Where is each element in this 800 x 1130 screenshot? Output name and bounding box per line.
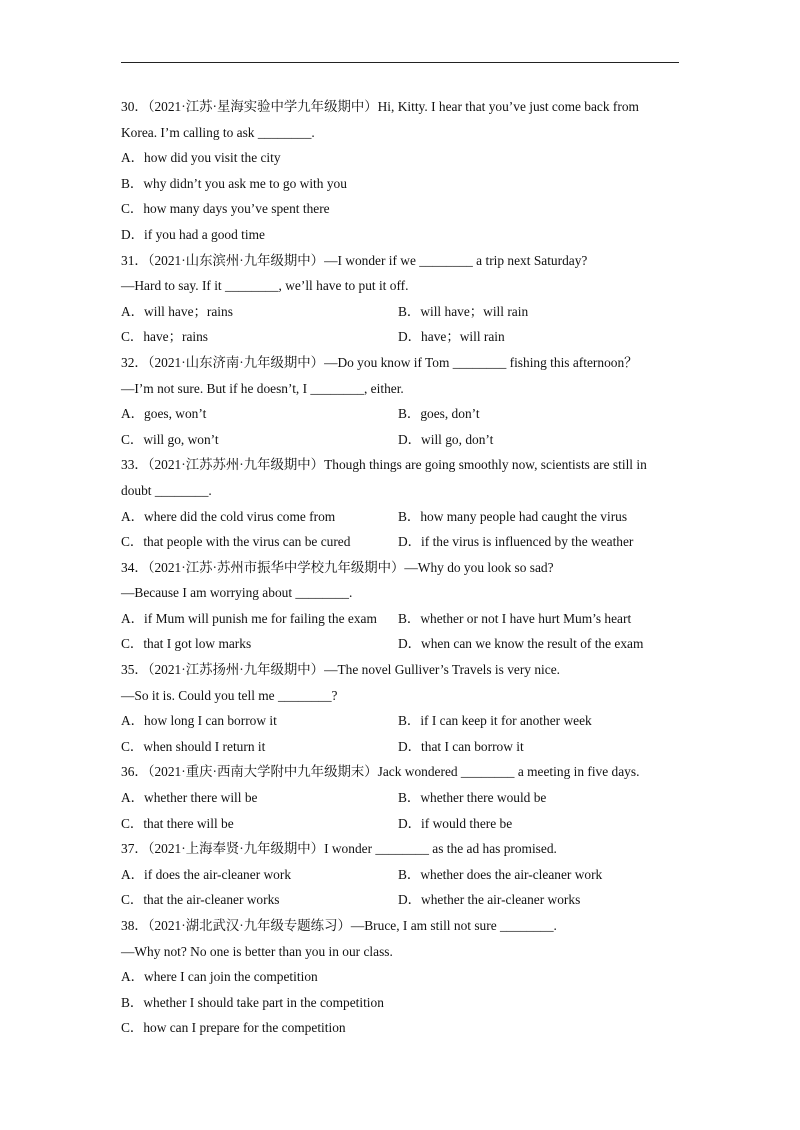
answer-option: A．where did the cold virus come from [121,508,336,524]
answer-option: C．that people with the virus can be cured [121,534,351,550]
answer-option: B．if I can keep it for another week [398,713,592,729]
header-rule [121,62,679,63]
answer-option: A．where I can join the competition [121,969,318,985]
question-33 [121,452,681,554]
answer-option: D．if you had a good time [121,226,265,242]
question-stem-line: 30．（2021·江苏·星海实验中学九年级期中）Hi, Kitty. I hear that you’ve just come back from [121,99,639,114]
answer-option: D．will go, don’t [398,431,494,447]
answer-option: C．when should I return it [121,738,266,754]
question-stem-line: —Because I am worrying about ________. [121,585,353,601]
answer-option: B．whether does the air-cleaner work [398,866,603,882]
answer-option: C．have；rains [121,329,209,345]
question-stem-line: 31．（2021·山东滨州·九年级期中）—I wonder if we ________ a trip next Saturday? [121,252,588,268]
question-stem-line: 35．（2021·江苏扬州·九年级期中）—The novel Gulliver’s Travels is very nice. [121,662,560,678]
option-row [121,299,681,325]
question-34 [121,555,681,657]
option-row [121,631,681,657]
question-35 [121,657,681,759]
question-30 [121,94,681,248]
option-row [121,427,681,453]
answer-option: D．have；will rain [398,329,505,345]
option-row [121,708,681,734]
question-36 [121,759,681,836]
option-row [121,401,681,427]
option-row [121,887,681,913]
question-stem-line: doubt ________. [121,482,212,498]
question-list [121,94,681,1041]
question-stem-line: —So it is. Could you tell me ________? [121,687,338,703]
answer-option: D．if would there be [398,815,513,831]
answer-option: D．that I can borrow it [398,738,524,754]
question-38 [121,913,681,1041]
answer-option: A．whether there will be [121,790,258,806]
question-stem-line: 34．（2021·江苏·苏州市振华中学校九年级期中）—Why do you look so sad? [121,559,554,575]
option-row [121,811,681,837]
answer-option: B．how many people had caught the virus [398,508,628,524]
option-row [121,324,681,350]
option-row [121,785,681,811]
option-row [121,606,681,632]
answer-option: B．goes, don’t [398,406,480,422]
question-31 [121,248,681,350]
answer-option: B．whether there would be [398,790,547,806]
question-37 [121,836,681,913]
option-row [121,734,681,760]
answer-option: C．that the air-cleaner works [121,892,280,908]
question-stem-line: 36．（2021·重庆·西南大学附中九年级期末）Jack wondered ________ a meeting in five days. [121,764,640,780]
answer-option: D．whether the air-cleaner works [398,892,581,908]
answer-option: C．that there will be [121,815,234,831]
answer-option: B．why didn’t you ask me to go with you [121,175,347,191]
answer-option: A．goes, won’t [121,406,207,422]
question-stem-line: —Hard to say. If it ________, we’ll have to put it off. [121,278,409,294]
answer-option: B．whether or not I have hurt Mum’s heart [398,610,632,626]
question-stem-line: 33．（2021·江苏苏州·九年级期中）Though things are going smoothly now, scientists are still in [121,457,647,473]
question-stem-line: —I’m not sure. But if he doesn’t, I ________, either. [121,380,404,396]
question-stem-line: 32．（2021·山东济南·九年级期中）—Do you know if Tom ________ fishing this afternoon？ [121,354,638,370]
answer-option: C．how can I prepare for the competition [121,1020,346,1036]
question-stem-line: 37．（2021·上海奉贤·九年级期中）I wonder ________ as the ad has promised. [121,841,557,857]
answer-option: A．if Mum will punish me for failing the exam [121,610,377,626]
answer-option: C．how many days you’ve spent there [121,201,330,217]
answer-option: A．how long I can borrow it [121,713,277,729]
answer-option: A．how did you visit the city [121,150,281,166]
question-stem-line: Korea. I’m calling to ask ________. [121,124,315,140]
answer-option: C．will go, won’t [121,431,219,447]
option-row [121,529,681,555]
answer-option: D．when can we know the result of the exam [398,636,644,652]
answer-option: A．if does the air-cleaner work [121,866,292,882]
question-32 [121,350,681,452]
answer-option: C．that I got low marks [121,636,252,652]
answer-option: A．will have；rains [121,303,233,319]
option-row [121,862,681,888]
question-stem-line: 38．（2021·湖北武汉·九年级专题练习）—Bruce, I am still not sure ________. [121,918,557,933]
option-row [121,504,681,530]
answer-option: B．whether I should take part in the competition [121,994,384,1010]
question-stem-line: —Why not? No one is better than you in our class. [121,943,393,959]
answer-option: B．will have；will rain [398,303,529,319]
answer-option: D．if the virus is influenced by the weather [398,534,634,550]
